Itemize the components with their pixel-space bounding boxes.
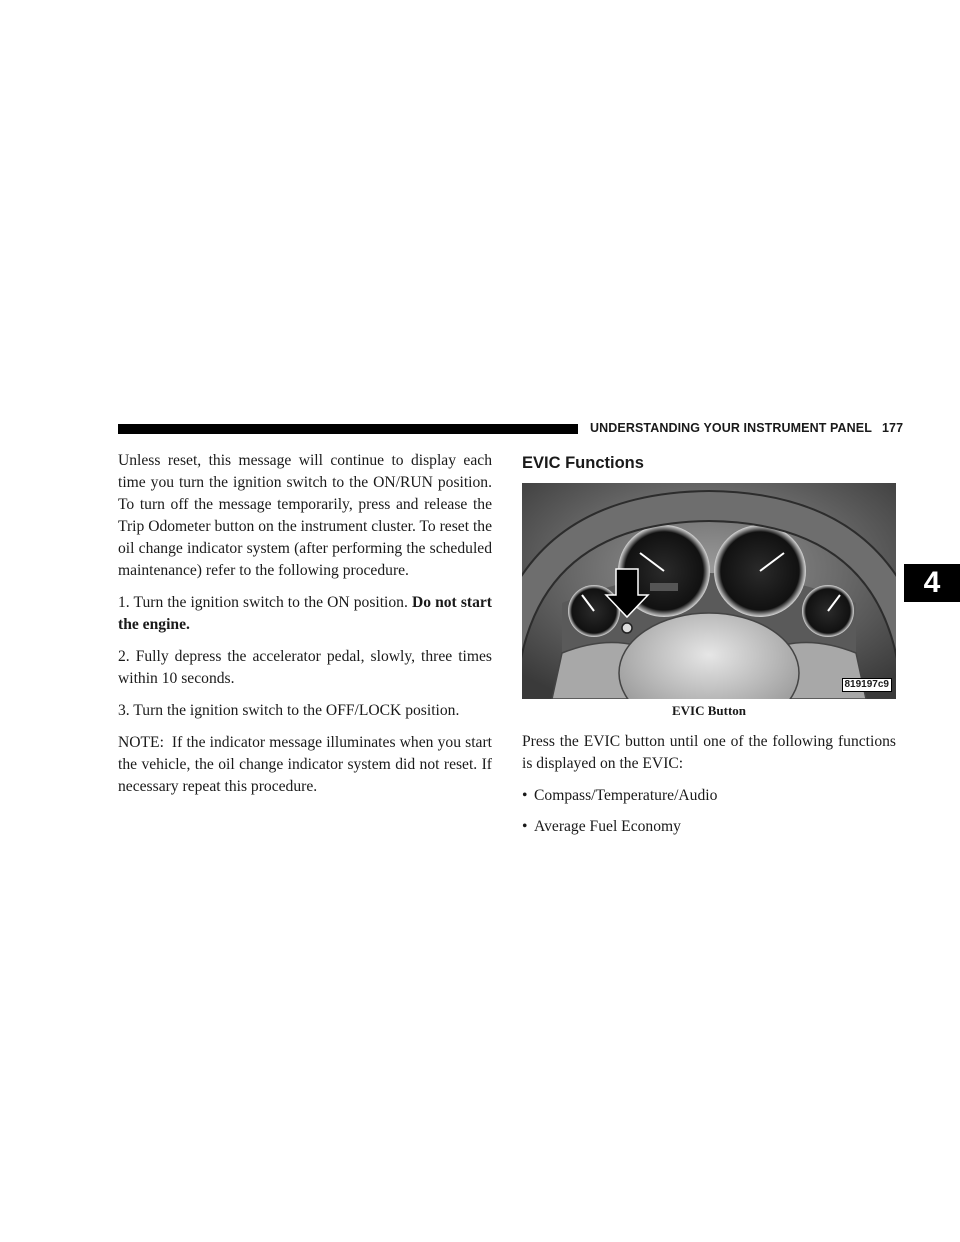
- note-text: If the indicator message illuminates when you start the vehicle, the oil change indicator system did not reset. If necessary repeat this procedure.: [118, 734, 492, 795]
- figure-code: 819197c9: [842, 678, 893, 692]
- list-item: [522, 785, 896, 807]
- right-column: [522, 450, 896, 847]
- list-item: [522, 816, 896, 838]
- evic-button: [622, 623, 632, 633]
- evic-instructions: Press the EVIC button until one of the following functions is displayed on the EVIC:: [522, 733, 896, 772]
- list-item-text: Compass/Temperature/Audio: [534, 787, 718, 804]
- evic-button-figure: [522, 483, 896, 699]
- figure-caption: EVIC Button: [671, 703, 747, 718]
- left-column: [118, 450, 492, 808]
- step-2: 2. Fully depress the accelerator pedal, slowly, three times within 10 seconds.: [118, 648, 492, 687]
- note-label: NOTE:: [118, 734, 164, 751]
- step-3: 3. Turn the ignition switch to the OFF/LOCK position.: [118, 702, 460, 719]
- bullet-icon: •: [522, 818, 528, 835]
- gauge-right: [802, 585, 854, 637]
- step-1-warning: Do not start the engine.: [118, 594, 492, 633]
- bullet-icon: •: [522, 787, 528, 804]
- gauge-tachometer: [714, 525, 806, 617]
- gauge-left: [568, 585, 620, 637]
- chapter-tab: 4: [904, 564, 960, 602]
- note-paragraph: [118, 732, 492, 798]
- header-rule: [118, 424, 578, 434]
- page-number: 177: [881, 421, 904, 435]
- step-1-text: 1. Turn the ignition switch to the ON position.: [118, 594, 408, 611]
- section-heading: EVIC Functions: [522, 454, 644, 472]
- step-1: [118, 592, 492, 636]
- evic-function-list: [522, 785, 896, 838]
- list-item-text: Average Fuel Economy: [534, 818, 681, 835]
- running-header: [590, 421, 904, 435]
- steering-wheel-illustration: [522, 483, 896, 699]
- header-title: UNDERSTANDING YOUR INSTRUMENT PANEL: [590, 421, 872, 435]
- intro-paragraph: Unless reset, this message will continue to display each time you turn the ignition switch to the ON/RUN position. To turn off the message temporarily, press and release the Trip Odometer button on the instrument cluster. To reset the oil change indicator system (after performing the scheduled maintenance) refer to the following procedure.: [118, 452, 492, 579]
